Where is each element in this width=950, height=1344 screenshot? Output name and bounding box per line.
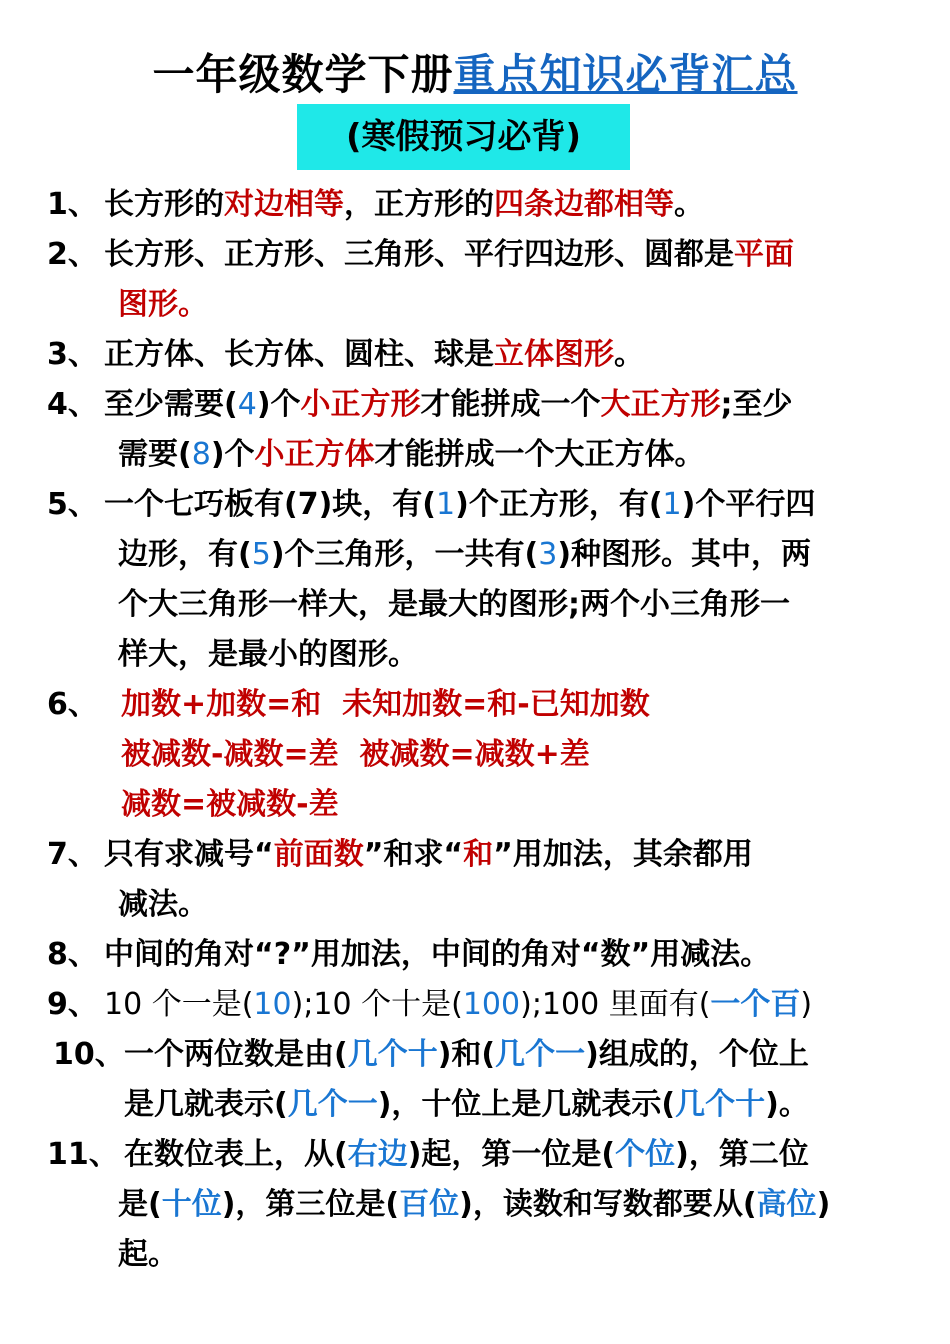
item-number: 5、 — [47, 487, 98, 522]
item-text: 10 个一是(10);10 个十是(100);100 里面有(一个百) — [104, 987, 813, 1022]
item-text: 减法。 — [118, 887, 208, 922]
item-text: 长方形的对边相等，正方形的四条边都相等。 — [104, 187, 704, 222]
title-prefix: 一年级数学下册 — [152, 50, 454, 99]
item-3 — [0, 330, 950, 380]
item-6 — [0, 680, 950, 730]
item-7 — [0, 830, 950, 880]
title-highlight: 重点知识必背汇总 — [453, 50, 798, 99]
page-subtitle: (寒假预习必背) — [297, 104, 630, 170]
item-5-line-3 — [0, 580, 950, 630]
item-text: 至少需要(4)个小正方形才能拼成一个大正方形;至少 — [104, 387, 793, 422]
formula-line: 被减数-减数=差 被减数=减数+差 — [121, 737, 590, 772]
item-10-line-2 — [0, 1080, 950, 1130]
item-text: 个大三角形一样大，是最大的图形;两个小三角形一 — [118, 587, 790, 622]
item-number: 9、 — [47, 987, 98, 1022]
item-11-line-3 — [0, 1230, 950, 1280]
formula-line: 加数+加数=和 未知加数=和-已知加数 — [121, 687, 650, 722]
item-text: 图形。 — [118, 287, 208, 322]
item-text: 一个七巧板有(7)块，有(1)个正方形，有(1)个平行四 — [104, 487, 816, 522]
item-2-line-2 — [0, 280, 950, 330]
item-2 — [0, 230, 950, 280]
item-number: 11、 — [47, 1137, 119, 1172]
item-4-line-2 — [0, 430, 950, 480]
page-title — [0, 42, 950, 102]
item-number: 6、 — [47, 687, 98, 722]
item-number: 10、 — [53, 1037, 125, 1072]
item-text: 在数位表上，从(右边)起，第一位是(个位)，第二位 — [124, 1137, 809, 1172]
item-9 — [0, 980, 950, 1030]
item-7-line-2 — [0, 880, 950, 930]
item-10 — [0, 1030, 950, 1080]
item-text: 是几就表示(几个一)，十位上是几就表示(几个十)。 — [124, 1087, 809, 1122]
item-number: 1、 — [47, 187, 98, 222]
item-6-line-3 — [0, 780, 950, 830]
knowledge-list — [0, 180, 950, 1280]
item-number: 8、 — [47, 937, 98, 972]
item-text: 只有求减号“前面数”和求“和”用加法，其余都用 — [104, 837, 753, 872]
item-11-line-2 — [0, 1180, 950, 1230]
item-4 — [0, 380, 950, 430]
item-11 — [0, 1130, 950, 1180]
item-text: 起。 — [118, 1237, 178, 1272]
item-text: 一个两位数是由(几个十)和(几个一)组成的，个位上 — [124, 1037, 809, 1072]
item-text: 样大，是最小的图形。 — [118, 637, 418, 672]
item-text: 正方体、长方体、圆柱、球是立体图形。 — [104, 337, 644, 372]
item-5 — [0, 480, 950, 530]
item-1 — [0, 180, 950, 230]
item-6-line-2 — [0, 730, 950, 780]
item-text: 是(十位)，第三位是(百位)，读数和写数都要从(高位) — [118, 1187, 831, 1222]
item-8 — [0, 930, 950, 980]
item-text: 需要(8)个小正方体才能拼成一个大正方体。 — [118, 437, 705, 472]
formula-line: 减数=被减数-差 — [121, 787, 339, 822]
item-number: 3、 — [47, 337, 98, 372]
item-number: 7、 — [47, 837, 98, 872]
item-text: 中间的角对“?”用加法，中间的角对“数”用减法。 — [104, 937, 771, 972]
item-5-line-2 — [0, 530, 950, 580]
item-text: 长方形、正方形、三角形、平行四边形、圆都是平面 — [104, 237, 794, 272]
item-text: 边形，有(5)个三角形，一共有(3)种图形。其中，两 — [118, 537, 812, 572]
item-number: 4、 — [47, 387, 98, 422]
item-number: 2、 — [47, 237, 98, 272]
item-5-line-4 — [0, 630, 950, 680]
